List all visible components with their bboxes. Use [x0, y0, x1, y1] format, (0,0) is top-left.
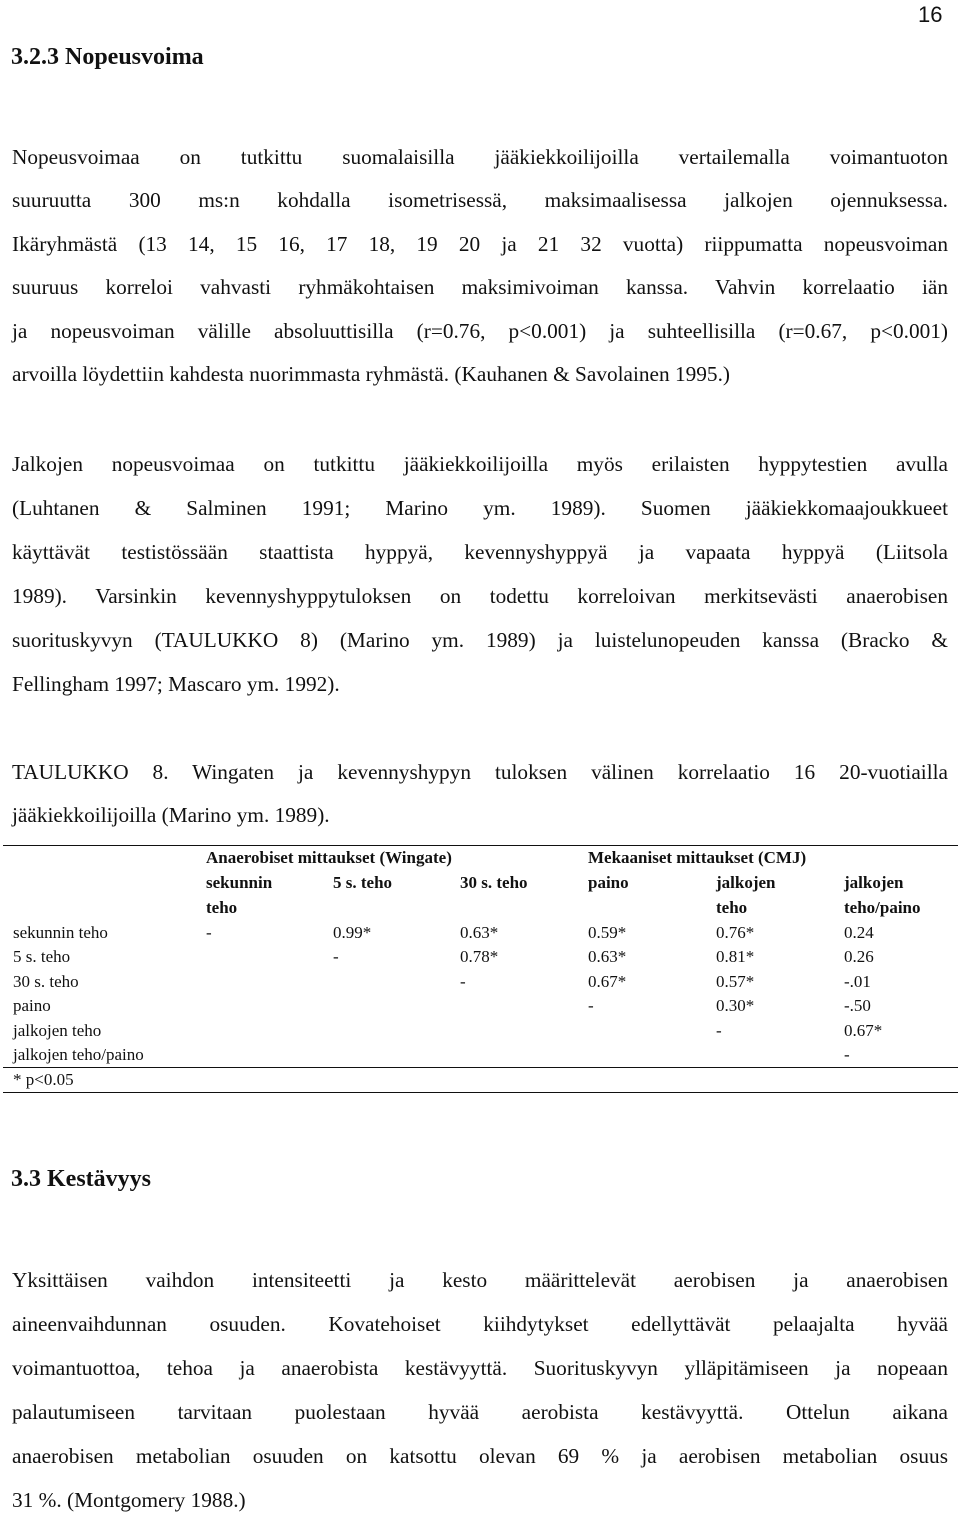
text-line: TAULUKKO 8. Wingaten ja kevennyshypyn tuloksen välinen korrelaatio 16 20-vuotiailla [12, 760, 948, 784]
text-line: Fellingham 1997; Mascaro ym. 1992). [12, 672, 340, 696]
table-mid-rule [3, 1067, 958, 1068]
row-label: jalkojen teho/paino [13, 1045, 144, 1064]
text-line: suorituskyvyn (TAULUKKO 8) (Marino ym. 1989) ja luistelunopeuden kanssa (Bracko & [12, 628, 948, 652]
text-line: ja nopeusvoiman välille absoluuttisilla (r=0.76, p<0.001) ja suhteellisilla (r=0.67, p<0.001) [12, 319, 948, 343]
table-top-rule [3, 845, 958, 846]
page-number: 16 [918, 2, 943, 27]
text-line: Yksittäisen vaihdon intensiteetti ja kesto määrittelevät aerobisen ja anaerobisen [12, 1268, 948, 1292]
col-header: teho [206, 898, 238, 917]
section-heading-endurance: 3.3 Kestävyys [11, 1166, 151, 1192]
table-cell: 0.30* [716, 996, 755, 1015]
text-line: aineenvaihdunnan osuuden. Kovatehoiset kiihdytykset edellyttävät pelaajalta hyvää [12, 1312, 948, 1336]
text-line: (Luhtanen & Salminen 1991; Marino ym. 1989). Suomen jääkiekkomaajoukkueet [12, 496, 948, 520]
text-line: Nopeusvoimaa on tutkittu suomalaisilla jääkiekkoilijoilla vertailemalla voimantuoton [12, 145, 948, 169]
table-cell: 0.26 [844, 947, 874, 966]
text-line: Ikäryhmästä (13 14, 15 16, 17 18, 19 20 ja 21 32 vuotta) riippumatta nopeusvoiman [12, 232, 948, 256]
row-label: jalkojen teho [13, 1021, 102, 1040]
table-cell: 0.57* [716, 972, 755, 991]
table-cell: 0.76* [716, 923, 755, 942]
table-bottom-rule [3, 1092, 958, 1093]
col-header: teho/paino [844, 898, 921, 917]
group-header-wingate: Anaerobiset mittaukset (Wingate) [206, 848, 452, 867]
text-line: suuruus korreloi vahvasti ryhmäkohtaisen maksimivoiman kanssa. Vahvin korrelaatio iän [12, 275, 948, 299]
table-cell: -.01 [844, 972, 871, 991]
table-cell: 0.78* [460, 947, 499, 966]
text-line: anaerobisen metabolian osuuden on katsottu olevan 69 % ja aerobisen metabolian osuus [12, 1444, 948, 1468]
section-heading: 3.2.3 Nopeusvoima [11, 44, 204, 70]
table-cell: -.50 [844, 996, 871, 1015]
col-header: jalkojen [844, 873, 904, 892]
text-line: palautumiseen tarvitaan puolestaan hyvää aerobista kestävyyttä. Ottelun aikana [12, 1400, 948, 1424]
col-header: paino [588, 873, 629, 892]
table-cell: 0.67* [844, 1021, 883, 1040]
text-line: Jalkojen nopeusvoimaa on tutkittu jääkiekkoilijoilla myös erilaisten hyppytestien avulla [12, 452, 948, 476]
table-cell: 0.99* [333, 923, 372, 942]
col-header: 5 s. teho [333, 873, 393, 892]
text-line: käyttävät testistössään staattista hyppyä, kevennyshyppyä ja vapaata hyppyä (Liitsola [12, 540, 948, 564]
row-label: 30 s. teho [13, 972, 79, 991]
table-cell: 0.59* [588, 923, 627, 942]
group-header-cmj: Mekaaniset mittaukset (CMJ) [588, 848, 807, 867]
text-line: 31 %. (Montgomery 1988.) [12, 1488, 246, 1512]
text-line: arvoilla löydettiin kahdesta nuorimmasta ryhmästä. (Kauhanen & Savolainen 1995.) [12, 362, 730, 386]
table-cell: 0.63* [460, 923, 499, 942]
table-cell: - [460, 972, 466, 991]
table-cell: 0.24 [844, 923, 874, 942]
table-cell: - [333, 947, 339, 966]
correlation-table [0, 838, 960, 1098]
text-line: voimantuottoa, tehoa ja anaerobista kestävyyttä. Suorituskyvyn ylläpitämiseen ja nopeaan [12, 1356, 948, 1380]
table-cell: - [588, 996, 594, 1015]
table-cell: 0.67* [588, 972, 627, 991]
text-line: 1989). Varsinkin kevennyshyppytuloksen on todettu korreloivan merkitsevästi anaerobisen [12, 584, 948, 608]
row-label: paino [13, 996, 51, 1015]
col-header: jalkojen [716, 873, 776, 892]
table-cell: - [716, 1021, 722, 1040]
text-line: jääkiekkoilijoilla (Marino ym. 1989). [12, 803, 330, 827]
text-line: suuruutta 300 ms:n kohdalla isometrisessä, maksimaalisessa jalkojen ojennuksessa. [12, 188, 948, 212]
table-cell: 0.81* [716, 947, 755, 966]
row-label: 5 s. teho [13, 947, 71, 966]
table-cell: - [844, 1045, 850, 1064]
table-footnote: * p<0.05 [13, 1070, 74, 1089]
table-cell: 0.63* [588, 947, 627, 966]
row-label: sekunnin teho [13, 923, 108, 942]
table-cell: - [206, 923, 212, 942]
col-header: teho [716, 898, 748, 917]
col-header: sekunnin [206, 873, 273, 892]
col-header: 30 s. teho [460, 873, 528, 892]
